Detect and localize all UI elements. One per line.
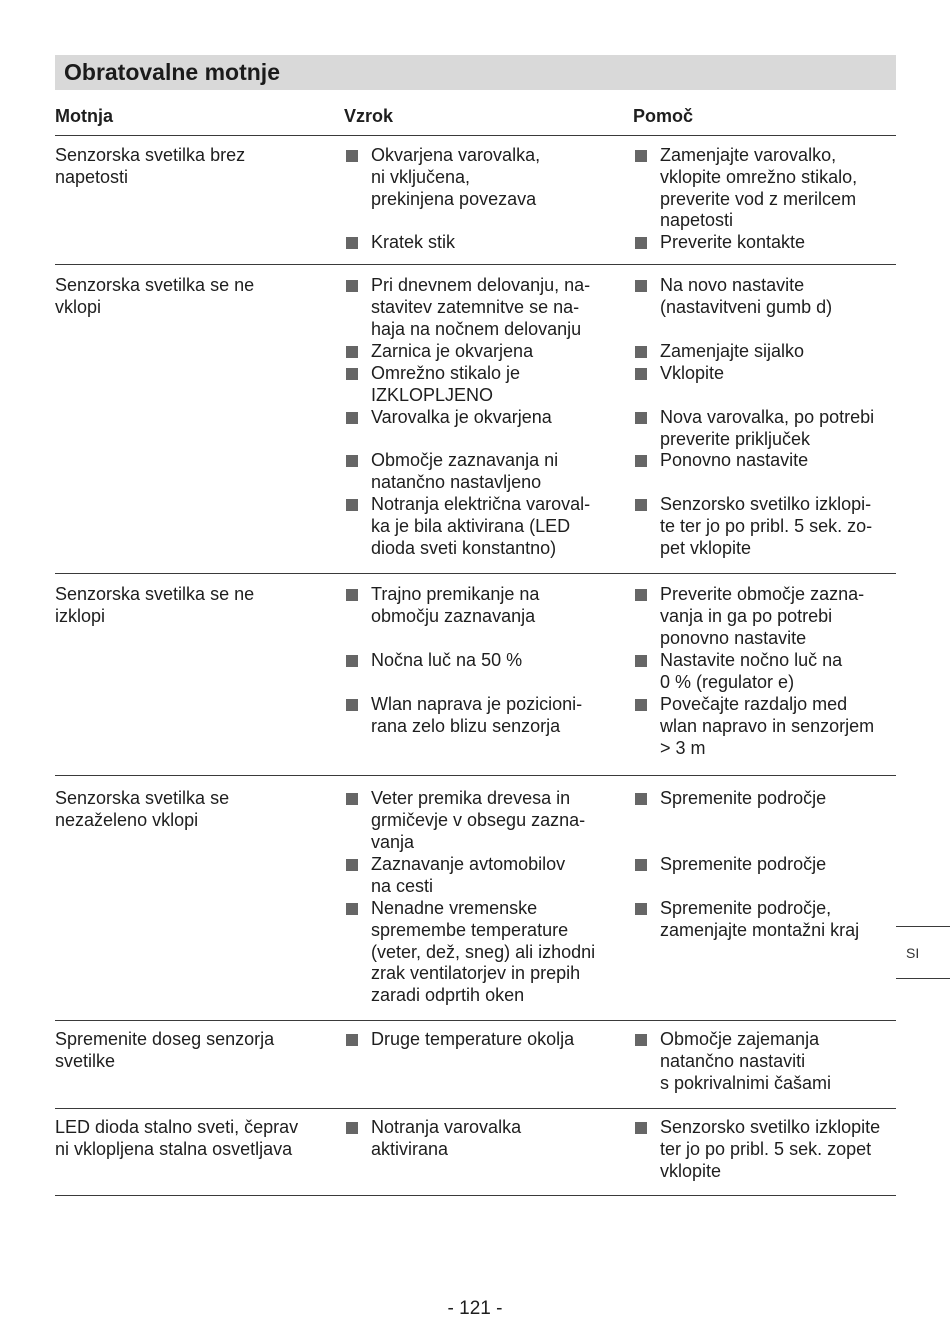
row-rule (55, 1108, 896, 1109)
cause-item: Zarnica je okvarjena (344, 341, 614, 363)
cause-item: Veter premika drevesa in grmičevje v obsegu zazna- vanja (344, 788, 614, 853)
remedy-item: Senzorsko svetilko izklopi- te ter jo po pribl. 5 sek. zo- pet vklopite (633, 494, 895, 559)
language-tab: SI (906, 945, 920, 961)
cause-item: Notranja varovalka aktivirana (344, 1117, 614, 1161)
cause-item: Okvarjena varovalka, ni vključena, prekinjena povezava (344, 145, 614, 210)
bullet-square-icon (635, 589, 647, 601)
bullet-square-icon (346, 455, 358, 467)
row-rule (55, 775, 896, 776)
bullet-square-icon (346, 859, 358, 871)
cause-item: Druge temperature okolja (344, 1029, 614, 1051)
bullet-square-icon (346, 150, 358, 162)
bullet-square-icon (635, 655, 647, 667)
cause-item: Notranja električna varoval- ka je bila aktivirana (LED dioda sveti konstantno) (344, 494, 614, 559)
cause-item: Zaznavanje avtomobilov na cesti (344, 854, 614, 898)
row-rule (55, 1020, 896, 1021)
cause-item: Nočna luč na 50 % (344, 650, 614, 672)
row-rule (55, 264, 896, 265)
bullet-square-icon (346, 1034, 358, 1046)
header-rule (55, 135, 896, 136)
fault-cell: LED dioda stalno sveti, čeprav ni vklopljena stalna osvetljava (55, 1117, 299, 1159)
bullet-square-icon (346, 237, 358, 249)
bullet-square-icon (635, 903, 647, 915)
fault-cell: Senzorska svetilka brez napetosti (55, 145, 246, 187)
cause-item: Kratek stik (344, 232, 614, 254)
bullet-square-icon (346, 280, 358, 292)
bullet-square-icon (346, 499, 358, 511)
remedy-item: Senzorsko svetilko izklopite ter jo po pribl. 5 sek. zopet vklopite (633, 1117, 895, 1182)
row-rule (55, 573, 896, 574)
remedy-item: Spremenite področje (633, 788, 895, 810)
side-tab-rule-bottom (896, 978, 950, 979)
bullet-square-icon (635, 699, 647, 711)
bullet-square-icon (346, 346, 358, 358)
bullet-square-icon (346, 655, 358, 667)
bullet-square-icon (635, 150, 647, 162)
bullet-square-icon (635, 368, 647, 380)
cause-item: Območje zaznavanja ni natančno nastavljeno (344, 450, 614, 494)
header-motnja: Motnja (55, 106, 113, 126)
cause-item: Varovalka je okvarjena (344, 407, 614, 429)
row-rule (55, 1195, 896, 1196)
bullet-square-icon (346, 903, 358, 915)
cause-item: Trajno premikanje na območju zaznavanja (344, 584, 614, 628)
remedy-item: Na novo nastavite (nastavitveni gumb d) (633, 275, 895, 319)
header-vzrok: Vzrok (344, 106, 394, 126)
bullet-square-icon (635, 412, 647, 424)
fault-cell: Spremenite doseg senzorja svetilke (55, 1029, 275, 1071)
cause-item: Nenadne vremenske spremembe temperature (veter, dež, sneg) ali izhodni zrak ventilatorjev in prepih zaradi odprtih oken (344, 898, 614, 1007)
bullet-square-icon (346, 412, 358, 424)
bullet-square-icon (635, 346, 647, 358)
remedy-item: Spremenite področje (633, 854, 895, 876)
remedy-item: Zamenjajte varovalko, vklopite omrežno stikalo, preverite vod z merilcem napetosti (633, 145, 895, 232)
side-tab-rule-top (896, 926, 950, 927)
bullet-square-icon (346, 368, 358, 380)
bullet-square-icon (635, 455, 647, 467)
page-number: - 121 - (447, 1298, 503, 1319)
remedy-item: Območje zajemanja natančno nastaviti s pokrivalnimi čašami (633, 1029, 895, 1094)
bullet-square-icon (346, 1122, 358, 1134)
bullet-square-icon (635, 793, 647, 805)
remedy-item: Preverite območje zazna- vanja in ga po potrebi ponovno nastavite (633, 584, 895, 649)
remedy-item: Nova varovalka, po potrebi preverite priključek (633, 407, 895, 451)
bullet-square-icon (346, 793, 358, 805)
bullet-square-icon (635, 280, 647, 292)
cause-item: Omrežno stikalo je IZKLOPLJENO (344, 363, 614, 407)
cause-item: Pri dnevnem delovanju, na- stavitev zatemnitve se na- haja na nočnem delovanju (344, 275, 614, 340)
remedy-item: Vklopite (633, 363, 895, 385)
header-pomoc: Pomoč (633, 106, 694, 126)
bullet-square-icon (635, 237, 647, 249)
fault-cell: Senzorska svetilka se ne izklopi (55, 584, 255, 626)
fault-cell: Senzorska svetilka se nezaželeno vklopi (55, 788, 230, 830)
bullet-square-icon (635, 1034, 647, 1046)
remedy-item: Nastavite nočno luč na 0 % (regulator e) (633, 650, 895, 694)
remedy-item: Preverite kontakte (633, 232, 895, 254)
bullet-square-icon (635, 859, 647, 871)
section-title: Obratovalne motnje (55, 55, 896, 90)
bullet-square-icon (346, 589, 358, 601)
remedy-item: Spremenite področje, zamenjajte montažni kraj (633, 898, 895, 942)
cause-item: Wlan naprava je pozicioni- rana zelo blizu senzorja (344, 694, 614, 738)
remedy-item: Zamenjajte sijalko (633, 341, 895, 363)
bullet-square-icon (635, 499, 647, 511)
bullet-square-icon (346, 699, 358, 711)
bullet-square-icon (635, 1122, 647, 1134)
remedy-item: Ponovno nastavite (633, 450, 895, 472)
fault-cell: Senzorska svetilka se ne vklopi (55, 275, 255, 317)
remedy-item: Povečajte razdaljo med wlan napravo in senzorjem > 3 m (633, 694, 895, 759)
